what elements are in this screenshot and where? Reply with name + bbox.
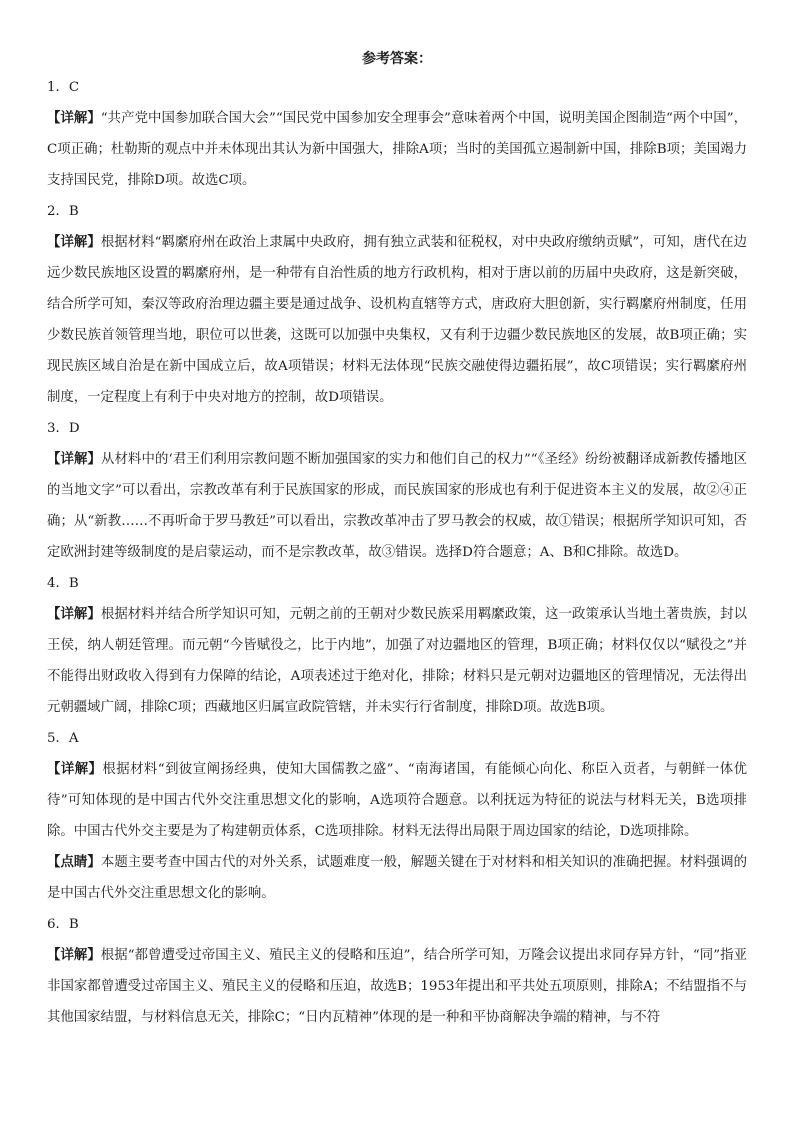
explanation-paragraph [47,444,747,568]
explanation-tag: 【详解】 [47,947,101,963]
explanation-text: 根据“都曾遭受过帝国主义、殖民主义的侵略和压迫”，结合所学可知，万隆会议提出求同存异方针，“同”指亚非国家都曾遭受过帝国主义、殖民主义的侵略和压迫，故选B；1953年提出和平共处五项原则，排除A；不结盟指不与其他国家结盟，与材料信息无关，排除C；“日内瓦精神”体现的是一种和平协商解决争端的精神，与不符 [47,948,747,1025]
explanation-paragraph [47,227,747,413]
explanation-paragraph [47,103,747,196]
answer-item [47,723,747,909]
question-number: 1．C [47,80,80,95]
answer-item [47,413,747,568]
explanation-text: 根据材料并结合所学知识可知，元朝之前的王朝对少数民族采用羁縻政策，这一政策承认当地土著贵族，封以王侯，纳人朝廷管理。而元朝“今皆赋役之，比于内地”，加强了对边疆地区的管理，B项正确；材料仅仅以“赋役之”并不能得出财政收入得到有力保障的结论，A项表述过于绝对化，排除；材料只是元朝对边疆地区的管理情况，无法得出元朝疆域广阔，排除C项；西藏地区归属宣政院管辖，并未实行行省制度，排除D项。故选B项。 [47,607,748,715]
explanation-tag: 【详解】 [47,110,101,126]
explanation-paragraph [47,754,747,847]
page-title: 参考答案： [362,51,432,67]
explanation-paragraph [47,940,747,1033]
explanation-text: 根据材料“到彼宣阐扬经典，使知大国儒教之盛”、“南海诸国，有能倾心向化、称臣入贡者，与朝鲜一体优待”可知体现的是中国古代外交注重思想文化的影响，A选项符合题意。以利抚远为特征的说法与材料无关，B选项排除。中国古代外交主要是为了构建朝贡体系，C选项排除。材料无法得出局限于周边国家的结论，D选项排除。 [47,762,747,839]
explanation-tag: 【详解】 [47,451,102,467]
explanation-text: 从材料中的‘君王们利用宗教问题不断加强国家的实力和他们自己的权力”“《圣经》纷纷被翻译成新教传播地区的当地文字”可以看出，宗教改革有利于民族国家的形成，而民族国家的形成也有利于促进资本主义的发展，故②④正确；从“新教……不再听命于罗马教廷”可以看出，宗教改革冲击了罗马教会的权威，故①错误；根据所学知识可知，否定欧洲封建等级制度的是启蒙运动，而不是宗教改革，故③错误。选择D符合题意；A、B和C排除。故选D。 [47,452,747,560]
answer-item [47,196,747,413]
question-number: 3．D [47,421,80,436]
explanation-tag: 【详解】 [47,606,101,622]
answer-item [47,568,747,723]
insight-text: 本题主要考查中国古代的对外关系，试题难度一般，解题关键在于对材料和相关知识的准确把握。材料强调的是中国古代外交注重思想文化的影响。 [47,855,748,901]
question-number: 2．B [47,204,79,219]
explanation-text: “共产党中国参加联合国大会”“国民党中国参加安全理事会”意味着两个中国，说明美国企图制造“两个中国”，C项正确；杜勒斯的观点中并未体现出其认为新中国强大，排除A项；当时的美国孤立遏制新中国，排除B项；美国竭力支持国民党，排除D项。故选C项。 [47,111,748,188]
explanation-paragraph [47,599,747,723]
question-number: 5．A [47,731,79,746]
question-number: 6．B [47,917,79,932]
insight-tag: 【点睛】 [47,854,101,870]
insight-paragraph [47,847,747,909]
explanation-tag: 【详解】 [47,234,101,250]
explanation-text: 根据材料“羁縻府州在政治上隶属中央政府，拥有独立武装和征税权，对中央政府缴纳贡赋”，可知，唐代在边远少数民族地区设置的羁縻府州，是一种带有自治性质的地方行政机构，相对于唐以前的历届中央政府，这是新突破，结合所学可知，秦汉等政府治理边疆主要是通过战争、设机构直辖等方式，唐政府大胆创新，实行羁縻府州制度，任用少数民族首领管理当地，职位可以世袭，这既可以加强中央集权，又有利于边疆少数民族地区的发展，故B项正确；实现民族区域自治是在新中国成立后，故A项错误；材料无法体现“民族交融使得边疆拓展”，故C项错误；实行羁縻府州制度，一定程度上有利于中央对地方的控制，故D项错误。 [47,235,747,405]
answer-item [47,72,747,196]
explanation-tag: 【详解】 [47,761,103,777]
question-number: 4．B [47,576,79,591]
answer-item [47,909,747,1033]
answer-list [47,72,747,1033]
